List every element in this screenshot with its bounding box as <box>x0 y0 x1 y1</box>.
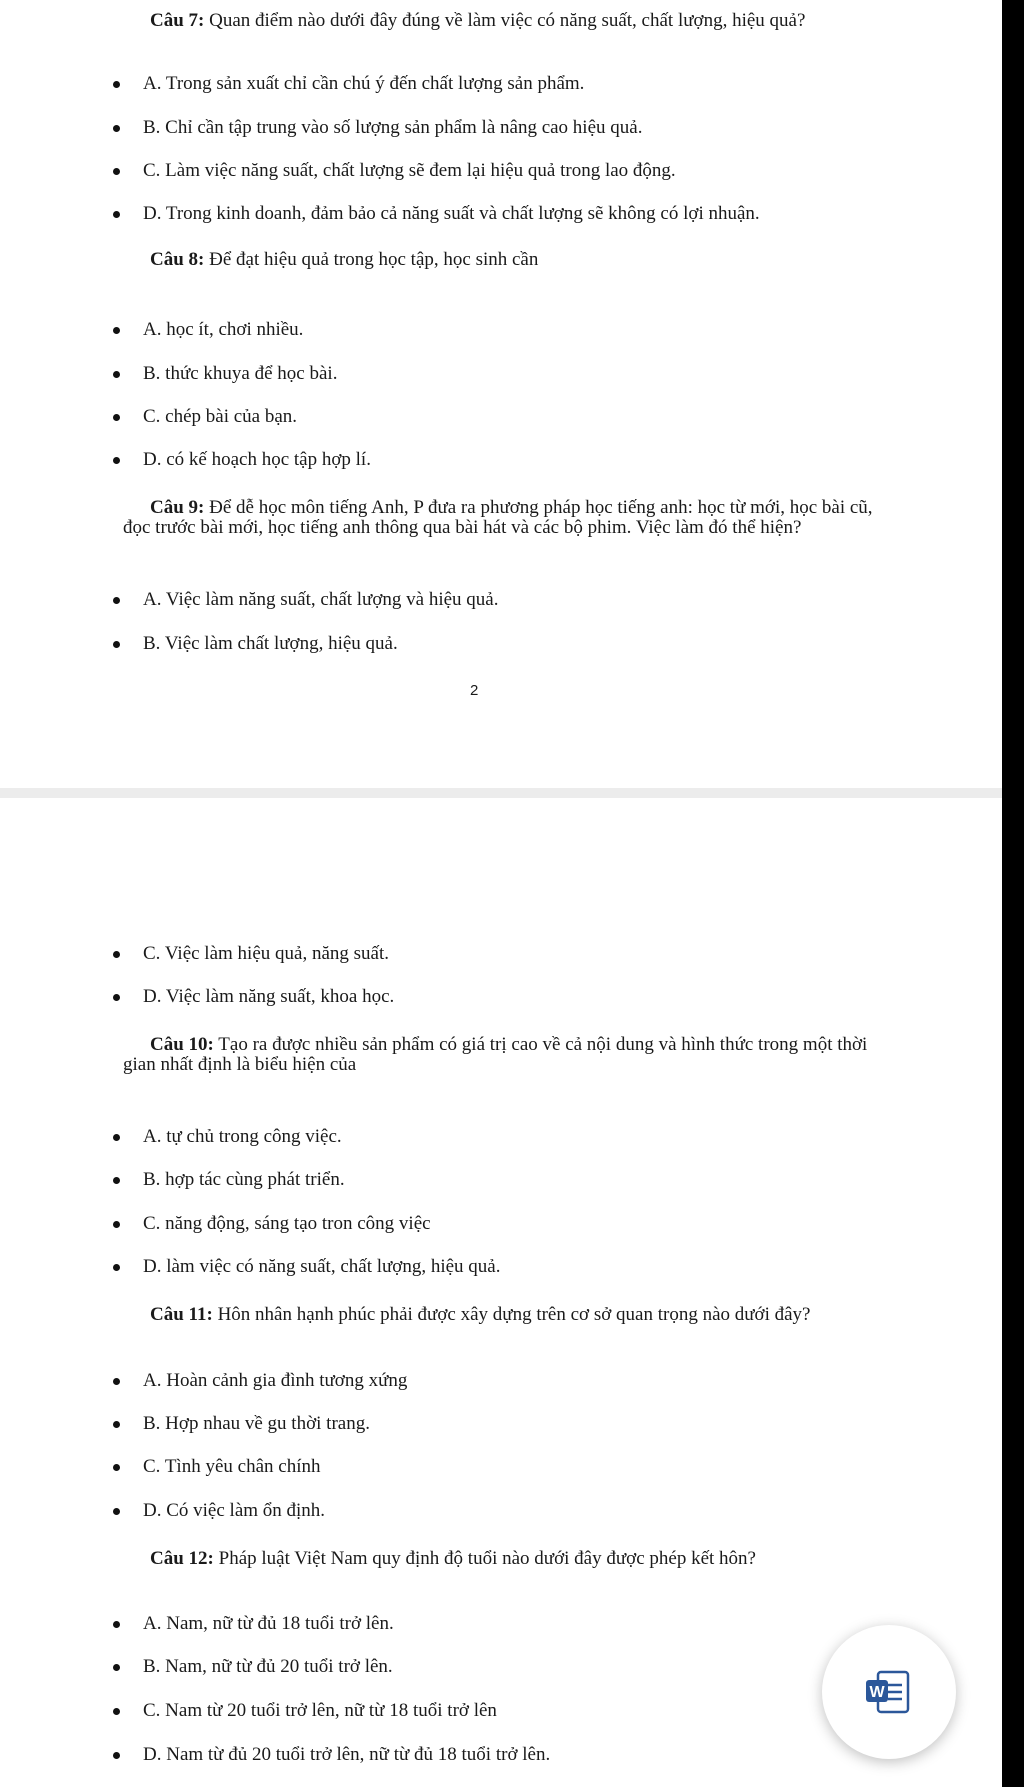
bullet-icon <box>113 597 120 604</box>
question-text: Pháp luật Việt Nam quy định độ tuổi nào dưới đây được phép kết hôn? <box>213 1548 756 1569</box>
option: B. Nam, nữ từ đủ 20 tuổi trở lên. <box>143 1656 393 1677</box>
right-edge-bar <box>1002 0 1024 1787</box>
question-8 <box>150 250 870 270</box>
option: B. hợp tác cùng phát triển. <box>143 1169 345 1190</box>
question-text: Quan điểm nào dưới đây đúng về làm việc có năng suất, chất lượng, hiệu quả? <box>204 10 806 31</box>
question-12 <box>150 1549 870 1569</box>
bullet-icon <box>113 994 120 1001</box>
svg-text:W: W <box>869 1684 885 1701</box>
option: A. Trong sản xuất chỉ cần chú ý đến chất lượng sản phẩm. <box>143 73 585 94</box>
page-number: 2 <box>470 682 479 699</box>
bullet-icon <box>113 327 120 334</box>
option: B. Hợp nhau về gu thời trang. <box>143 1413 370 1434</box>
bullet-icon <box>113 125 120 132</box>
question-text: Hôn nhân hạnh phúc phải được xây dựng trên cơ sở quan trọng nào dưới đây? <box>212 1304 811 1325</box>
bullet-icon <box>113 1664 120 1671</box>
option: A. Việc làm năng suất, chất lượng và hiệu quả. <box>143 589 499 610</box>
question-11 <box>150 1305 870 1325</box>
question-label: Câu 11: <box>150 1304 213 1325</box>
question-label: Câu 8: <box>150 249 205 270</box>
option: B. thức khuya để học bài. <box>143 363 338 384</box>
bullet-icon <box>113 211 120 218</box>
question-10 <box>123 1035 883 1075</box>
option: C. Tình yêu chân chính <box>143 1456 321 1477</box>
option: C. Việc làm hiệu quả, năng suất. <box>143 943 389 964</box>
option: A. Hoàn cảnh gia đình tương xứng <box>143 1370 408 1391</box>
question-9 <box>123 498 883 538</box>
bullet-icon <box>113 457 120 464</box>
option: C. Nam từ 20 tuổi trở lên, nữ từ 18 tuổi trở lên <box>143 1700 497 1721</box>
bullet-icon <box>113 371 120 378</box>
question-7 <box>150 11 870 31</box>
option: B. Chỉ cần tập trung vào số lượng sản phẩm là nâng cao hiệu quả. <box>143 117 643 138</box>
bullet-icon <box>113 1177 120 1184</box>
bullet-icon <box>113 641 120 648</box>
bullet-icon <box>113 81 120 88</box>
bullet-icon <box>113 1508 120 1515</box>
question-label: Câu 7: <box>150 10 205 31</box>
option: D. làm việc có năng suất, chất lượng, hiệu quả. <box>143 1256 501 1277</box>
bullet-icon <box>113 1378 120 1385</box>
question-label: Câu 12: <box>150 1548 214 1569</box>
question-text: Để dễ học môn tiếng Anh, P đưa ra phương pháp học tiếng anh: học từ mới, học bài cũ, đọc trước bài mới, học tiếng anh thông qua bài hát và các bộ phim. Việc làm đó thể hiện? <box>123 497 873 538</box>
question-text: Tạo ra được nhiều sản phẩm có giá trị cao về cả nội dung và hình thức trong một thời gian nhất định là biểu hiện của <box>123 1034 868 1075</box>
bullet-icon <box>113 951 120 958</box>
option: D. Có việc làm ổn định. <box>143 1500 326 1521</box>
bullet-icon <box>113 1708 120 1715</box>
option: C. năng động, sáng tạo tron công việc <box>143 1213 431 1234</box>
bullet-icon <box>113 1752 120 1759</box>
bullet-icon <box>113 1134 120 1141</box>
option: A. học ít, chơi nhiều. <box>143 319 304 340</box>
option: D. Trong kinh doanh, đảm bảo cả năng suất và chất lượng sẽ không có lợi nhuận. <box>143 203 760 224</box>
option: D. Nam từ đủ 20 tuổi trở lên, nữ từ đủ 18 tuổi trở lên. <box>143 1744 551 1765</box>
bullet-icon <box>113 1421 120 1428</box>
option: D. Việc làm năng suất, khoa học. <box>143 986 395 1007</box>
option: D. có kế hoạch học tập hợp lí. <box>143 449 371 470</box>
question-label: Câu 9: <box>150 497 205 518</box>
question-label: Câu 10: <box>150 1034 214 1055</box>
bullet-icon <box>113 414 120 421</box>
option: B. Việc làm chất lượng, hiệu quả. <box>143 633 398 654</box>
document-page-1 <box>0 0 1000 788</box>
word-document-icon <box>864 1668 914 1716</box>
question-text: Để đạt hiệu quả trong học tập, học sinh cần <box>204 249 539 270</box>
bullet-icon <box>113 1221 120 1228</box>
open-in-word-button[interactable] <box>822 1625 956 1759</box>
page-separator <box>0 788 1002 798</box>
option: C. chép bài của bạn. <box>143 406 298 427</box>
bullet-icon <box>113 1621 120 1628</box>
option: A. Nam, nữ từ đủ 18 tuổi trở lên. <box>143 1613 394 1634</box>
option: C. Làm việc năng suất, chất lượng sẽ đem lại hiệu quả trong lao động. <box>143 160 676 181</box>
bullet-icon <box>113 1464 120 1471</box>
bullet-icon <box>113 168 120 175</box>
option: A. tự chủ trong công việc. <box>143 1126 342 1147</box>
bullet-icon <box>113 1264 120 1271</box>
